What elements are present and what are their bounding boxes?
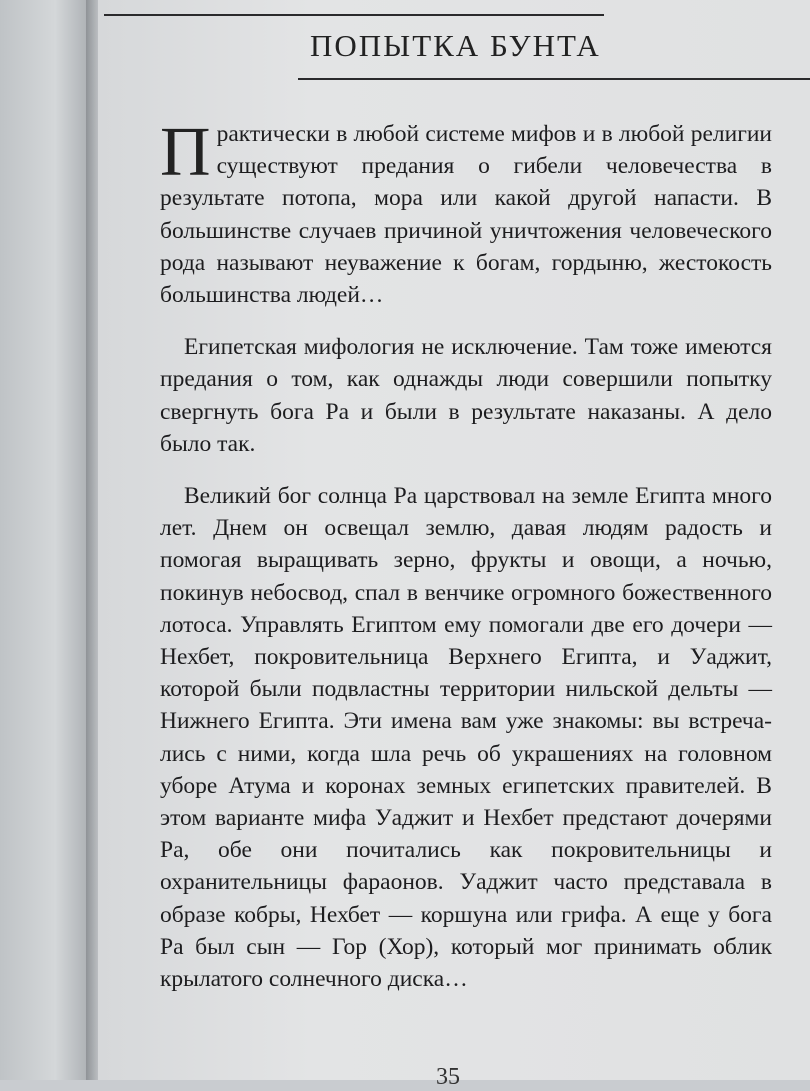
header-rule-bottom [298,78,810,80]
paragraph-3: Великий бог солнца Ра царствовал на земле Египта много лет. Днем он освещал землю, давая людям радость и помогая выращивать зерно, фрукты и овощи, а ночью, покинув небосвод, спал в венчике огромного божественного лотоса. Управлять Египтом ему помогали две его дочери — Нехбет, покровительница Верхнего Египта, и Уаджит, которой были подвластны территории нильской дельты — Нижнего Египта. Эти имена вам уже знакомы: вы встречались с ними, когда шла речь об украшениях на головном уборе Атума и коронах земных египетских правителей. В этом варианте мифа Уаджит и Нехбет предстают дочерями Ра, обе они почитались как покровительницы и охранительницы фараонов. Уаджит часто представала в образе кобры, Нехбет — коршуна или грифа. А еще у бога Ра был сын — Гор (Хор), который мог принимать облик крылатого солнечного диска… [160,483,772,993]
book-page [98,0,810,1090]
page-number: 35 [436,1064,460,1090]
paragraph-1 [160,114,772,311]
drop-cap: П [160,114,211,191]
paragraph-2: Египетская мифология не исключение. Там тоже имеются предания о том, как однажды люди совершили попытку свергнуть бога Ра и были в результате наказаны. А дело было так. [160,334,772,457]
previous-page-edge [0,0,92,1080]
header-rule-top [104,14,604,16]
paragraph-1-text: рактически в любой системе мифов и в любой религии существуют предания о гибели человечества в результате потопа, мора или какой другой напасти. В большинстве случаев причиной уничтожения человеческого рода называют неуважение к богам, гордыню, жестокость большинства людей… [160,121,772,309]
chapter-title: ПОПЫТКА БУНТА [310,28,601,63]
body-text [160,114,772,1015]
